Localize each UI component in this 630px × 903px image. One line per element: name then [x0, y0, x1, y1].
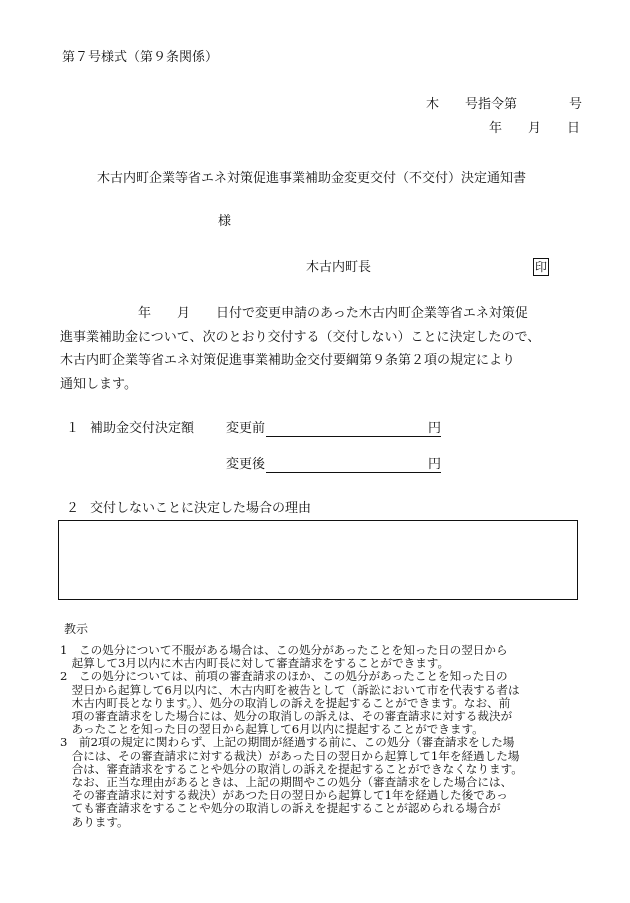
body-line: 木古内町企業等省エネ対策促進事業補助金交付要綱第９条第２項の規定により: [60, 353, 516, 368]
note-line: 1 この処分について不服がある場合は、この処分があったことを知った日の翌日から: [60, 643, 508, 657]
notice-body: [60, 302, 590, 396]
note-line: なお、正当な理由があるときは、上記の期間やこの処分（審査請求をした場合には、: [60, 775, 513, 790]
item1-label: 補助金交付決定額: [90, 421, 195, 436]
note-line: あったことを知った日の翌日から起算して6月以内に提起することができます。: [60, 722, 484, 737]
note-line: 翌日から起算して6月以内に、木古内町を被告として（訴訟において市を代表する者は: [60, 682, 520, 697]
note-line: あります。: [60, 814, 129, 829]
note-line: その審査請求に対する裁決）があつた日の翌日から起算して1年を経過した後であっ: [60, 788, 508, 803]
document-title: 木古内町企業等省エネ対策促進事業補助金変更交付（不交付）決定通知書: [97, 171, 527, 186]
note-line: 起算して3月以内に木古内町長に対して審査請求をすることができます。: [60, 656, 450, 671]
note-line: 項の審査請求をした場合には、処分の取消しの訴えは、その審査請求に対する裁決が: [60, 709, 513, 724]
form-label: 第７号様式（第９条関係）: [62, 50, 219, 65]
amount-after-field[interactable]: [266, 472, 441, 473]
body-line: 年 月 日付で変更申請のあった木古内町企業等省エネ対策促: [60, 306, 528, 321]
reason-box[interactable]: [58, 520, 578, 600]
amount-before-label: 変更前: [226, 421, 266, 436]
issuer-name: 木古内町長: [306, 260, 372, 275]
issue-date: 年 月 日: [488, 121, 580, 136]
body-line: 通知します。: [60, 376, 137, 392]
amount-before-unit: 円: [428, 421, 442, 436]
note-line: 3 前2項の規定に関わらず、上記の期間が経過する前に、この処分（審査請求をした場: [60, 735, 515, 750]
note-line: 木古内町長となります。）、処分の取消しの訴えを提起することができます。なお、前: [60, 695, 511, 710]
item2-label: 交付しないことに決定した場合の理由: [90, 501, 312, 516]
item2-number: ２: [66, 501, 80, 516]
body-line: 進事業補助金について、次のとおり交付する（交付しない）ことに決定したので、: [60, 329, 541, 345]
note-line: ても審査請求をすることや処分の取消しの訴えを提起することが認められる場合が: [60, 801, 501, 816]
note-line: 2 この処分については、前項の審査請求のほか、この処分があったことを知った日の: [60, 669, 508, 684]
note-line: 合には、その審査請求に対する裁決）があった日の翌日から起算して1年を経過した場: [60, 748, 520, 763]
amount-after-label: 変更後: [226, 457, 266, 472]
amount-before-field[interactable]: [266, 436, 441, 437]
item1-number: １: [66, 421, 80, 436]
addressee-suffix: 様: [218, 214, 232, 229]
notes-list: [60, 644, 600, 829]
amount-after-unit: 円: [428, 457, 442, 472]
notes-heading: 教示: [64, 622, 89, 636]
document-number: 木 号指令第 号: [425, 97, 582, 112]
note-line: 合は、審査請求をすることや処分の取消しの訴えを提起することができなくなります。: [60, 761, 523, 776]
seal-mark: 印: [534, 260, 547, 274]
